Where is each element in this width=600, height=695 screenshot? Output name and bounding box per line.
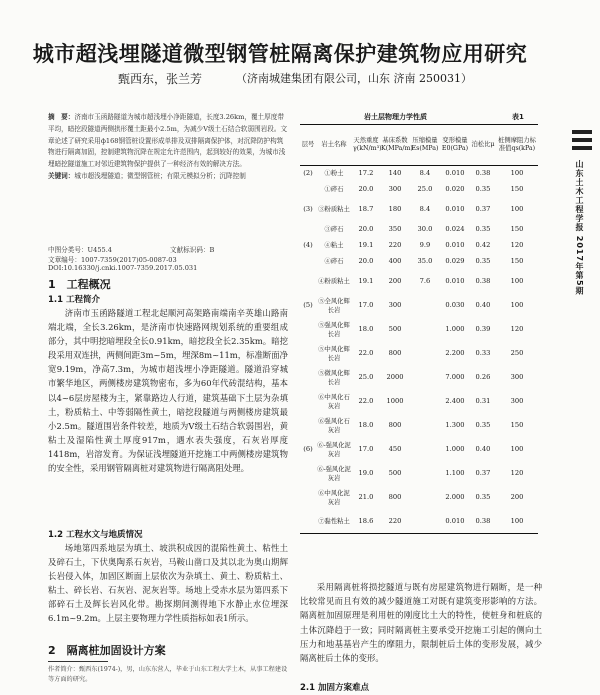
table-cell-qs: 150 xyxy=(510,185,524,193)
table-cell-name: ①碎石 xyxy=(324,186,344,193)
table-row xyxy=(300,510,538,534)
paper-title: 城市超浅埋隧道微型钢管桩隔离保护建筑物应用研究 xyxy=(32,42,528,66)
table-cell-mu: 0.40 xyxy=(475,301,491,309)
table-cell-es xyxy=(410,366,440,390)
table-cell-layer xyxy=(300,366,316,390)
table-cell-k: 500 xyxy=(388,469,402,477)
table-cell-qs: 100 xyxy=(510,205,524,213)
table-cell-e0: 2.200 xyxy=(445,349,465,357)
authors: 甄西东，张兰芳 xyxy=(118,72,203,86)
table-cell-e0: 0.030 xyxy=(445,301,465,309)
table-cell-layer xyxy=(300,254,316,270)
table-cell-es xyxy=(410,294,440,318)
table-row xyxy=(300,294,538,318)
table-cell-e0: 1.100 xyxy=(445,469,465,477)
table-row xyxy=(300,462,538,486)
table-cell-layer xyxy=(300,222,316,238)
table-row xyxy=(300,438,538,462)
table-cell-layer xyxy=(300,342,316,366)
section-1-1-paragraph: 济南市玉函路隧道工程北起顺河高架路南端南辛英雄山路南端北端，全长3.26km，是济南市快速路网规划系统的重要组成部分，其中明挖暗埋段全长0.91km，暗挖段全长2.35km。暗挖段采用双连拱，两侧间距3m~5m，埋深8m~11m，标准断面净宽9.19m，净高7.3m，为城市超浅埋小净距隧道。隧道沿穿城市繁华地区，两侧楼房建筑物密布，多为60年代砖混结构，基本以4~6层房屋楼为主，紧靠路边人行道，建筑基础下土层为杂填土，粉质粘土、中等弱隔性黄土，暗挖段隧道与两侧楼房建筑最小2.5m。隧道围岩条件较差，地质为V级土石结合软弱围岩，黄粘土及湿陷性黄土厚度917m，遇水表失强度，石灰岩厚度1418m，岩溶发育。为保证浅埋隧道开挖施工中两侧楼房建筑物的安全性，采用钢管隔离桩对建筑物进行隔离阻处理。 xyxy=(48,308,288,474)
table-cell-es xyxy=(410,510,440,534)
table-cell-mu: 0.38 xyxy=(475,169,491,178)
table-cell-gamma: 20.0 xyxy=(358,185,374,193)
table-header-cell: 压缩模量Es(MPa) xyxy=(410,125,440,166)
table-cell-name: ⑥-强风化泥灰岩 xyxy=(317,465,351,482)
table-cell-name: ⑤微风化辉长岩 xyxy=(318,369,350,386)
table-cell-gamma: 22.0 xyxy=(358,397,374,405)
keywords-text: 城市超浅埋隧道；微型钢管桩；有限元模拟分析；沉降控制 xyxy=(74,171,246,180)
footnote: 作者简介：甄西东(1974-)，男，山东东营人，毕业于山东工程大学土木，从事工程建设等方面的研究。 xyxy=(48,666,288,683)
table-cell-k: 300 xyxy=(388,185,402,193)
table-cell-layer xyxy=(300,390,316,414)
table-cell-es: 30.0 xyxy=(417,225,433,233)
table-cell-layer xyxy=(300,510,316,534)
table-cell-qs: 150 xyxy=(510,225,524,233)
journal-side-strip xyxy=(560,130,600,360)
table-cell-e0: 1.000 xyxy=(445,445,465,453)
table-cell-name: ③碎石 xyxy=(324,226,344,233)
table-cell-gamma: 17.2 xyxy=(358,169,374,178)
table-cell-es: 9.9 xyxy=(419,241,431,249)
table-cell-layer: (3) xyxy=(303,205,313,213)
table-row xyxy=(300,414,538,438)
table-caption: 岩土层物理力学性质 xyxy=(364,113,427,121)
table-cell-mu: 0.42 xyxy=(475,241,491,249)
table-cell-e0: 0.010 xyxy=(445,169,465,178)
table-cell-es xyxy=(410,486,440,510)
table-cell-mu: 0.35 xyxy=(475,493,491,501)
table-cell-layer: (4) xyxy=(303,241,313,249)
table-header-row xyxy=(300,125,538,166)
table-cell-e0: 0.010 xyxy=(445,277,465,285)
table-cell-name: ⑥中风化石灰岩 xyxy=(318,393,350,410)
table-cell-es: 35.0 xyxy=(417,257,433,265)
keywords-label: 关键词： xyxy=(48,171,75,180)
table-cell-e0: 2.400 xyxy=(445,397,465,405)
section-1-2-paragraph: 场地第四系地层为填土、坡洪积成因的混陷性黄土、粘性土及碎石土，下伏奥陶系石灰岩，马鞍山凿口及其以北为奥山期辉长岩侵入体，加固区断面上层依次为杂填土、黄土、粉质粘土、粘土、碎长岩、石灰岩、泥灰岩等。场地上受赤水层为第四系下部碎石土及辉长岩风化带。勘探期间测得地下水静止水位埋深6.1m~9.2m。上层主要物理力学性质指标如表1所示。 xyxy=(48,543,288,624)
table-cell-gamma: 18.0 xyxy=(358,325,374,333)
table-cell-qs: 100 xyxy=(510,169,524,178)
table-cell-k: 450 xyxy=(388,445,402,453)
table-row xyxy=(300,182,538,198)
table-cell-k: 200 xyxy=(388,277,402,285)
table-cell-layer xyxy=(300,318,316,342)
table-cell-name: ⑤全风化辉长岩 xyxy=(318,297,350,314)
table-cell-name: ④碎石 xyxy=(324,258,344,265)
table-cell-name: ④粉质粘土 xyxy=(318,278,350,285)
table-cell-gamma: 17.0 xyxy=(358,301,374,309)
table-cell-gamma: 22.0 xyxy=(358,349,374,357)
abstract-label: 摘 要： xyxy=(48,113,75,121)
table-cell-layer xyxy=(300,462,316,486)
table-cell-k: 220 xyxy=(388,516,402,525)
table-cell-es: 7.6 xyxy=(419,277,431,285)
table-cell-name: ①粉土 xyxy=(324,170,344,178)
table-cell-name: ⑤强风化辉长岩 xyxy=(318,321,350,338)
article-number: 文章编号：1007-7359(2017)05-0087-03 xyxy=(48,256,177,264)
table-cell-k: 300 xyxy=(388,301,402,309)
table-cell-qs: 100 xyxy=(510,516,524,525)
table-cell-qs: 300 xyxy=(510,373,524,381)
table-header-cell: 基床系数K(MPa/m) xyxy=(380,125,410,166)
table-cell-qs: 200 xyxy=(510,493,524,501)
table-cell-layer xyxy=(300,486,316,510)
table-cell-k: 400 xyxy=(388,257,402,265)
right-column-paragraph: 采用隔离桩将损挖隧道与既有房屋建筑物进行隔断，是一种比较常见而且有效的减少隧道施工对既有建筑变形影响的方法。隔离桩加固原理是利用桩的刚度比土大的特性，使桩身和桩底的土体沉降趋于一致；同时隔离桩主要承受开挖施工引起的侧向土压力和地基基岩产生的摩阻力，限制桩后土体的变形发展，减少隔离桩后土体的变形。 xyxy=(300,582,542,664)
table-cell-qs: 120 xyxy=(510,325,524,333)
doc-code: 文献标识码：B xyxy=(170,246,215,254)
table-cell-qs: 250 xyxy=(510,349,524,357)
table-header-cell: 变形模量E0(GPa) xyxy=(440,125,470,166)
table-cell-gamma: 19.0 xyxy=(358,469,374,477)
table-header-cell: 天然重度γ(kN/m³) xyxy=(352,125,380,166)
clc-number: 中图分类号：U455.4 xyxy=(48,246,112,254)
table-cell-layer xyxy=(300,414,316,438)
doi: DOI:10.16330/j.cnki.1007-7359.2017.05.031 xyxy=(48,264,198,272)
table-cell-gamma: 20.0 xyxy=(358,257,374,265)
table-cell-k: 2000 xyxy=(386,373,404,381)
table-row xyxy=(300,222,538,238)
table-cell-layer xyxy=(300,182,316,198)
table-cell-gamma: 18.6 xyxy=(358,516,374,525)
strip-bar xyxy=(572,138,592,142)
table-cell-name: ③粉质粘土 xyxy=(318,206,350,213)
table-cell-name: ⑥-强风化泥灰岩 xyxy=(317,441,351,458)
table-cell-layer xyxy=(300,270,316,294)
table-cell-qs: 100 xyxy=(510,445,524,453)
table-cell-k: 180 xyxy=(388,205,402,213)
table-cell-k: 350 xyxy=(388,225,402,233)
section-1-2-heading: 1.2 工程水文与地质情况 xyxy=(48,530,143,540)
table-cell-gamma: 17.0 xyxy=(358,445,374,453)
table-cell-e0: 1.300 xyxy=(445,421,465,429)
table-cell-gamma: 18.0 xyxy=(358,421,374,429)
table-row xyxy=(300,390,538,414)
table-cell-mu: 0.39 xyxy=(475,325,491,333)
table-row xyxy=(300,254,538,270)
section-1-1-heading: 1.1 工程简介 xyxy=(48,295,101,305)
table-cell-gamma: 19.1 xyxy=(358,277,374,285)
table-cell-name: ④粘土 xyxy=(324,242,344,249)
table-row xyxy=(300,270,538,294)
table-row xyxy=(300,166,538,182)
table-cell-mu: 0.40 xyxy=(475,445,491,453)
table-header-cell: 岩土名称 xyxy=(316,125,352,166)
table-cell-mu: 0.35 xyxy=(475,225,491,233)
table-cell-qs: 300 xyxy=(510,397,524,405)
section-1-heading: 1 工程概况 xyxy=(48,278,111,291)
table-cell-mu: 0.35 xyxy=(475,185,491,193)
table-cell-mu: 0.37 xyxy=(475,205,491,213)
table-cell-gamma: 25.0 xyxy=(358,373,374,381)
table-cell-mu: 0.38 xyxy=(475,277,491,285)
table-row xyxy=(300,318,538,342)
strip-bar xyxy=(572,146,592,150)
table-cell-mu: 0.37 xyxy=(475,469,491,477)
table-cell-es xyxy=(410,342,440,366)
table-cell-k: 140 xyxy=(388,169,402,178)
table-cell-qs: 120 xyxy=(510,469,524,477)
table-cell-k: 500 xyxy=(388,325,402,333)
affiliation: （济南城建集团有限公司，山东 济南 250031） xyxy=(236,72,472,85)
table-cell-e0: 0.010 xyxy=(445,241,465,249)
table-cell-es xyxy=(410,438,440,462)
table-cell-k: 800 xyxy=(388,493,402,501)
table-cell-name: ⑥中风化泥灰岩 xyxy=(318,489,350,506)
table-cell-mu: 0.26 xyxy=(475,373,491,381)
table-cell-qs: 150 xyxy=(510,257,524,265)
table-cell-name: ⑦黏性粘土 xyxy=(318,517,350,525)
table-cell-mu: 0.33 xyxy=(475,349,491,357)
table-cell-qs: 120 xyxy=(510,241,524,249)
table-cell-gamma: 18.7 xyxy=(358,205,374,213)
journal-name-vertical: 山东土木工程学报 2017年第5期 xyxy=(575,160,584,296)
strip-bar xyxy=(572,130,592,134)
table-cell-es xyxy=(410,414,440,438)
table-row xyxy=(300,238,538,254)
table-header-cell: 桩侧摩阻力标准值qs(kPa) xyxy=(496,125,538,166)
abstract-text: 济南市玉函路隧道为城市超浅埋小净距隧道，长度3.26km，覆土厚度带平均，暗挖段隧道两侧拱形覆土距最小2.5m，为减少V级土石结合软弱围岩段。文章论述了研究采用ф168钢管桩设置形成单排及双排隔离保护体，对沉降防护构筑物进行隔离加固，控制建筑物沉降在规定允许范围内，起到较好的效果，为城市浅埋暗挖隧道施工对邻近建筑物保护提供了一种经济有效的解决方法。 xyxy=(48,113,288,169)
table-cell-es xyxy=(410,462,440,486)
table-cell-mu: 0.38 xyxy=(475,516,491,525)
table-row xyxy=(300,366,538,390)
table-cell-e0: 0.010 xyxy=(445,516,465,525)
table-cell-k: 220 xyxy=(388,241,402,249)
table-row xyxy=(300,342,538,366)
table-cell-layer: (5) xyxy=(303,301,313,309)
section-2-heading: 2 隔离桩加固设计方案 xyxy=(48,644,166,657)
table-row xyxy=(300,486,538,510)
table-cell-e0: 7.000 xyxy=(445,373,465,381)
table-cell-e0: 0.024 xyxy=(445,225,465,233)
table-row xyxy=(300,198,538,222)
table-cell-name: ⑤中风化辉长岩 xyxy=(318,345,350,362)
table-cell-layer: (6) xyxy=(303,445,313,453)
table-cell-qs: 150 xyxy=(510,421,524,429)
table-header-cell: 层号 xyxy=(300,125,316,166)
table-cell-mu: 0.35 xyxy=(475,421,491,429)
footnote-rule xyxy=(48,661,108,662)
table-cell-gamma: 21.0 xyxy=(358,493,374,501)
table-cell-mu: 0.31 xyxy=(475,397,491,405)
abstract xyxy=(48,112,288,183)
table-cell-gamma: 19.1 xyxy=(358,241,374,249)
table-cell-k: 800 xyxy=(388,349,402,357)
soil-properties-table xyxy=(300,124,538,534)
table-cell-k: 1000 xyxy=(386,397,404,405)
table-cell-qs: 100 xyxy=(510,277,524,285)
table-cell-mu: 0.35 xyxy=(475,257,491,265)
table-cell-gamma: 20.0 xyxy=(358,225,374,233)
table-cell-es: 25.0 xyxy=(417,185,433,193)
table-header-cell: 泊松比μ xyxy=(470,125,496,166)
table-cell-e0: 2.000 xyxy=(445,493,465,501)
table-cell-es: 8.4 xyxy=(419,169,431,178)
table-cell-k: 800 xyxy=(388,421,402,429)
table-cell-es: 8.4 xyxy=(419,205,431,213)
table-cell-qs: 100 xyxy=(510,301,524,309)
table-cell-e0: 0.029 xyxy=(445,257,465,265)
table-cell-layer: (2) xyxy=(303,169,313,178)
table-cell-e0: 0.020 xyxy=(445,185,465,193)
table-cell-es xyxy=(410,390,440,414)
table-number: 表1 xyxy=(512,113,524,121)
table-cell-name: ⑥强风化石灰岩 xyxy=(318,417,350,434)
table-cell-e0: 1.000 xyxy=(445,325,465,333)
section-2-1-heading: 2.1 加固方案难点 xyxy=(300,683,370,693)
table-cell-es xyxy=(410,318,440,342)
table-cell-e0: 0.010 xyxy=(445,205,465,213)
